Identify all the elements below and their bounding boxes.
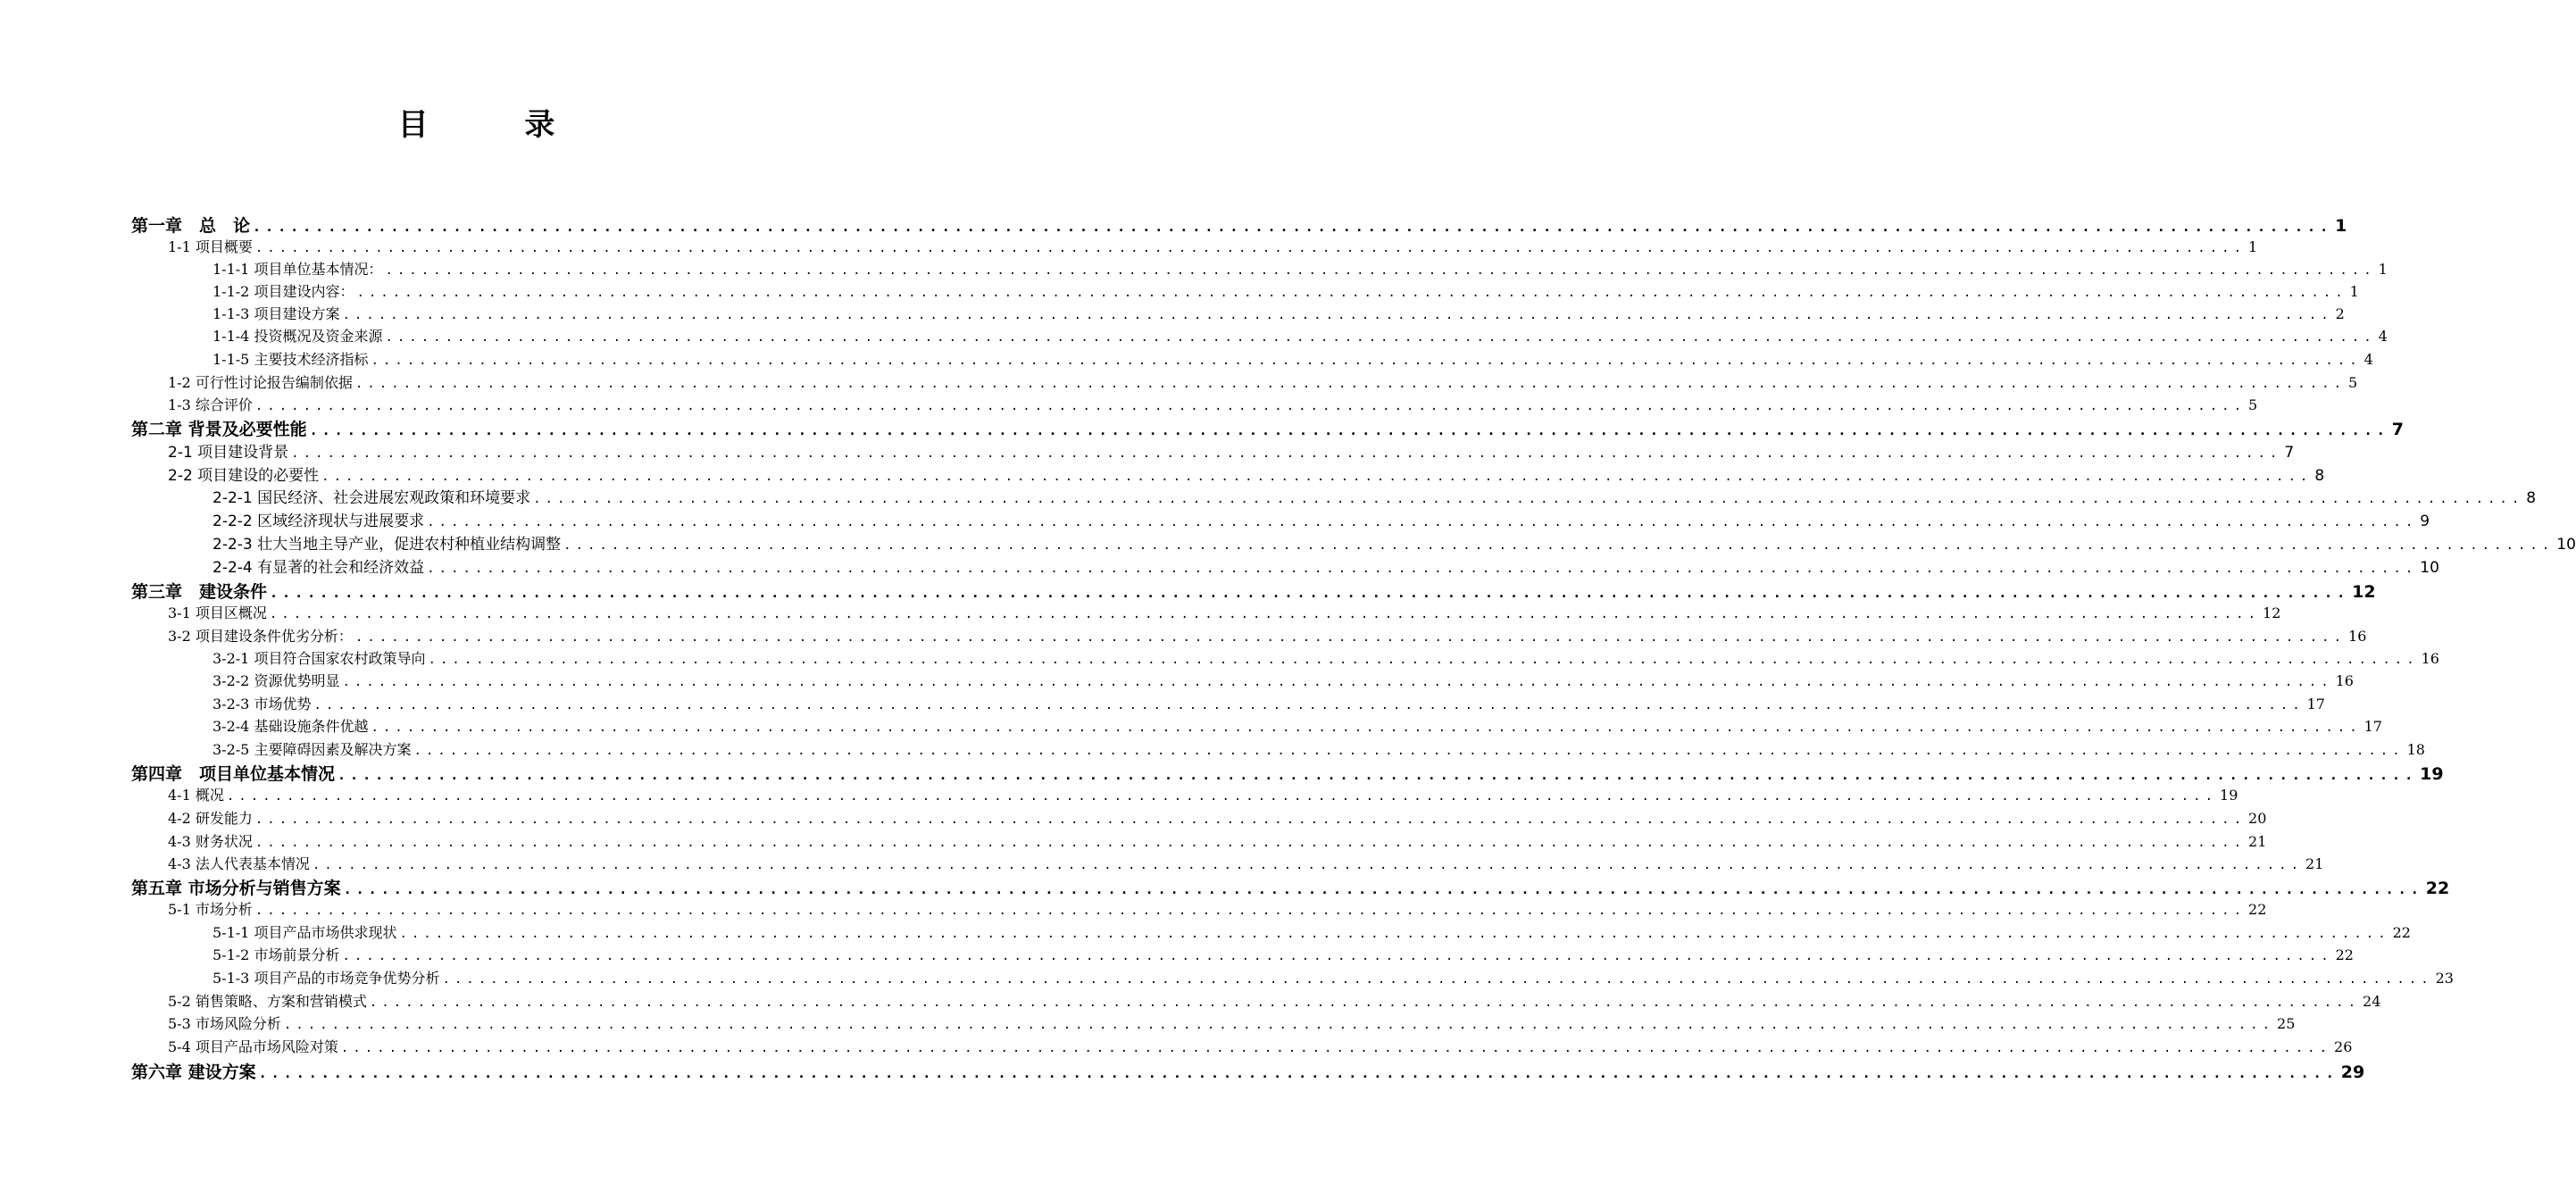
toc-entry-label: 第六章 建设方案 [131,1062,256,1082]
toc-entry [213,921,2411,944]
toc-entry-label: 第三章 建设条件 [131,582,268,602]
dot-leader: ...................................................................................................................................................................... [354,377,2347,391]
toc-entry-label: 2-1 项目建设背景 [168,444,289,462]
toc-page-number: 5 [2348,374,2358,391]
dot-leader: ...................................................................................................................................................................... [385,263,2376,278]
toc-entry-label: 5-1-1 项目产品市场供求现状 [213,924,397,941]
toc-chapter-entry [131,579,2376,602]
toc-page-number: 1 [2335,216,2347,236]
dot-leader: ...................................................................................................................................................................... [254,399,2247,413]
toc-entry-label: 2-2-4 有显著的社会和经济效益 [213,559,425,577]
toc-page-number: 24 [2363,993,2381,1010]
toc-entry [168,830,2267,853]
toc-entry-label: 3-2 项目建设条件优劣分析： [168,628,353,645]
toc-entry-label: 1-1 项目概要 [168,238,253,255]
toc-page-number: 16 [2421,650,2439,667]
toc-entry [168,784,2238,806]
dot-leader: ...................................................................................................................................................................... [342,675,2333,689]
dot-leader: ...................................................................................................................................................................... [342,949,2333,963]
toc-page-number: 7 [2391,420,2404,439]
dot-leader: ...................................................................................................................................................................... [340,1041,2332,1055]
toc-page-number: 23 [2435,970,2454,987]
toc-page-number: 20 [2248,810,2267,827]
toc-entry [168,1036,2353,1058]
dot-leader: ...................................................................................................................................................................... [533,492,2524,506]
toc-entry [168,990,2381,1012]
toc-entry-label: 1-2 可行性讨论报告编制依据 [168,374,353,391]
toc-entry [213,258,2388,280]
toc-entry [213,967,2454,989]
dot-leader: ...................................................................................................................................................................... [270,585,2350,601]
toc-entry-label: 5-1-2 市场前景分析 [213,946,340,963]
toc-page-number: 18 [2406,741,2425,758]
dot-leader: ...................................................................................................................................................................... [442,972,2433,987]
toc-page-number: 16 [2348,628,2367,645]
toc-page-number: 12 [2263,604,2281,621]
toc-entry-label: 3-1 项目区概况 [168,604,267,621]
toc-page-number: 21 [2248,833,2267,850]
toc-entry [168,807,2267,829]
toc-page-number: 22 [2425,879,2450,898]
toc-page-number: 9 [2420,512,2430,530]
toc-entry-label: 第一章 总 论 [131,216,251,236]
dot-leader: ...................................................................................................................................................................... [254,904,2247,918]
toc-entry [213,944,2354,966]
toc-chapter-entry [131,1059,2365,1082]
toc-entry [168,394,2258,416]
toc-entry-label: 1-1-2 项目建设内容： [213,283,354,300]
dot-leader: ...................................................................................................................................................................... [354,630,2347,645]
toc-page-number: 26 [2334,1038,2353,1055]
toc-entry [213,303,2345,325]
toc-entry-label: 1-1-1 项目单位基本情况： [213,261,383,278]
toc-entry-label: 4-3 法人代表基本情况 [168,855,310,872]
dot-leader: ...................................................................................................................................................................... [226,789,2218,804]
toc-page-number: 12 [2352,582,2376,602]
toc-entry-label: 2-2-1 国民经济、社会进展宏观政策和环境要求 [213,489,531,507]
dot-leader: ...................................................................................................................................................................... [321,470,2313,484]
toc-chapter-entry [131,212,2347,236]
dot-leader: ...................................................................................................................................................................... [385,330,2376,345]
toc-entry-label: 3-2-2 资源优势明显 [213,672,340,689]
toc-entry-label: 4-1 概况 [168,787,224,804]
dot-leader: ...................................................................................................................................................................... [371,721,2362,735]
toc-entry [213,280,2359,303]
dot-leader: ...................................................................................................................................................................... [563,538,2555,553]
dot-leader: ...................................................................................................................................................................... [312,858,2304,872]
toc-entry [213,715,2382,738]
toc-entry [213,670,2354,692]
dot-leader: ...................................................................................................................................................................... [342,308,2333,322]
toc-entry-label: 5-4 项目产品市场风险对策 [168,1038,338,1055]
dot-leader: ...................................................................................................................................................................... [283,1018,2275,1032]
toc-entry [168,853,2324,875]
toc-entry-label: 2-2 项目建设的必要性 [168,467,320,485]
toc-page-number: 1 [2248,238,2258,255]
toc-entry-label: 5-3 市场风险分析 [168,1015,281,1032]
toc-entry [213,485,2537,507]
dot-leader: ...................................................................................................................................................................... [258,1065,2338,1081]
dot-leader: ...................................................................................................................................................................... [309,422,2389,438]
dot-leader: ...................................................................................................................................................................... [291,446,2282,461]
toc-entry [213,325,2388,347]
toc-entry-label: 5-1-3 项目产品的市场竞争优势分析 [213,970,440,987]
dot-leader: ...................................................................................................................................................................... [313,698,2305,712]
dot-leader: ...................................................................................................................................................................... [428,653,2419,667]
toc-page-number: 22 [2392,924,2411,941]
toc-entry-label: 3-2-1 项目符合国家农村政策导向 [213,650,426,667]
toc-page-number: 5 [2248,396,2258,413]
dot-leader: ...................................................................................................................................................................... [356,286,2347,300]
toc-entry [168,1012,2296,1035]
toc-entry [168,898,2267,921]
toc-entry [168,439,2295,462]
toc-entry [213,647,2439,670]
dot-leader: ...................................................................................................................................................................... [254,241,2247,255]
toc-entry-label: 3-2-4 基础设施条件优越 [213,718,369,735]
toc-page-number: 22 [2335,946,2354,963]
toc-title: 目 录 [397,107,598,143]
dot-leader: ...................................................................................................................................................................... [369,996,2361,1010]
dot-leader: ...................................................................................................................................................................... [254,836,2247,850]
dot-leader: ...................................................................................................................................................................... [254,812,2247,827]
toc-page-number: 7 [2284,444,2295,462]
toc-page-number: 19 [2420,764,2444,784]
toc-entry [168,462,2325,485]
toc-entry-label: 1-1-5 主要技术经济指标 [213,351,369,368]
toc-entry [213,531,2576,554]
toc-entry-label: 第二章 背景及必要性能 [131,420,307,439]
dot-leader: ...................................................................................................................................................................... [427,515,2418,529]
toc-entry-label: 3-2-5 主要障碍因素及解决方案 [213,741,412,758]
toc-entry-label: 4-3 财务状况 [168,833,253,850]
dot-leader: ...................................................................................................................................................................... [269,607,2261,621]
toc-entry [168,625,2367,647]
toc-entry-label: 第五章 市场分析与销售方案 [131,879,341,898]
toc-page-number: 17 [2363,718,2382,735]
toc-entry [213,348,2373,371]
toc-page-number: 1 [2378,261,2388,278]
toc-page-number: 2 [2335,305,2345,322]
toc-entry [213,693,2325,715]
toc-entry [168,236,2258,258]
toc-page-number: 17 [2306,696,2325,712]
toc-chapter-entry [131,761,2444,784]
toc-entry [213,508,2430,530]
toc-page-number: 10 [2556,536,2576,554]
dot-leader: ...................................................................................................................................................................... [371,354,2362,368]
toc-entry-label: 1-3 综合评价 [168,396,253,413]
toc-page-number: 25 [2277,1015,2296,1032]
toc-entry-label: 2-2-3 壮大当地主导产业，促进农村种植业结构调整 [213,536,562,554]
toc-entry-label: 4-2 研发能力 [168,810,253,827]
dot-leader: ...................................................................................................................................................................... [413,744,2405,758]
dot-leader: ...................................................................................................................................................................... [253,219,2333,235]
toc-page-number: 21 [2305,855,2324,872]
toc-page-number: 16 [2335,672,2354,689]
toc-entry-label: 第四章 项目单位基本情况 [131,764,336,784]
toc-chapter-entry [131,416,2404,439]
dot-leader: ...................................................................................................................................................................... [427,562,2418,576]
toc-page-number: 1 [2349,283,2359,300]
toc-page-number: 8 [2526,489,2537,507]
toc-entry [213,554,2439,577]
toc-entry [168,371,2358,394]
toc-page-number: 19 [2220,787,2238,804]
dot-leader: ...................................................................................................................................................................... [343,881,2423,897]
toc-entry-label: 2-2-2 区域经济现状与进展要求 [213,512,425,530]
toc-page-number: 8 [2314,467,2325,485]
toc-entry-label: 3-2-3 市场优势 [213,696,312,712]
dot-leader: ...................................................................................................................................................................... [399,927,2390,941]
dot-leader: ...................................................................................................................................................................... [338,767,2418,783]
toc-page-number: 10 [2420,559,2439,577]
toc-entry-label: 5-2 销售策略、方案和营销模式 [168,993,367,1010]
toc-page-number: 22 [2248,901,2267,918]
toc-entry-label: 1-1-3 项目建设方案 [213,305,340,322]
toc-entry [213,738,2425,761]
toc-chapter-entry [131,875,2450,898]
toc-entry-label: 5-1 市场分析 [168,901,253,918]
toc-entry [168,602,2281,624]
toc-page-number: 4 [2378,328,2388,345]
toc-page-number: 4 [2363,351,2373,368]
toc-entry-label: 1-1-4 投资概况及资金来源 [213,328,383,345]
toc-page-number: 29 [2340,1062,2365,1082]
